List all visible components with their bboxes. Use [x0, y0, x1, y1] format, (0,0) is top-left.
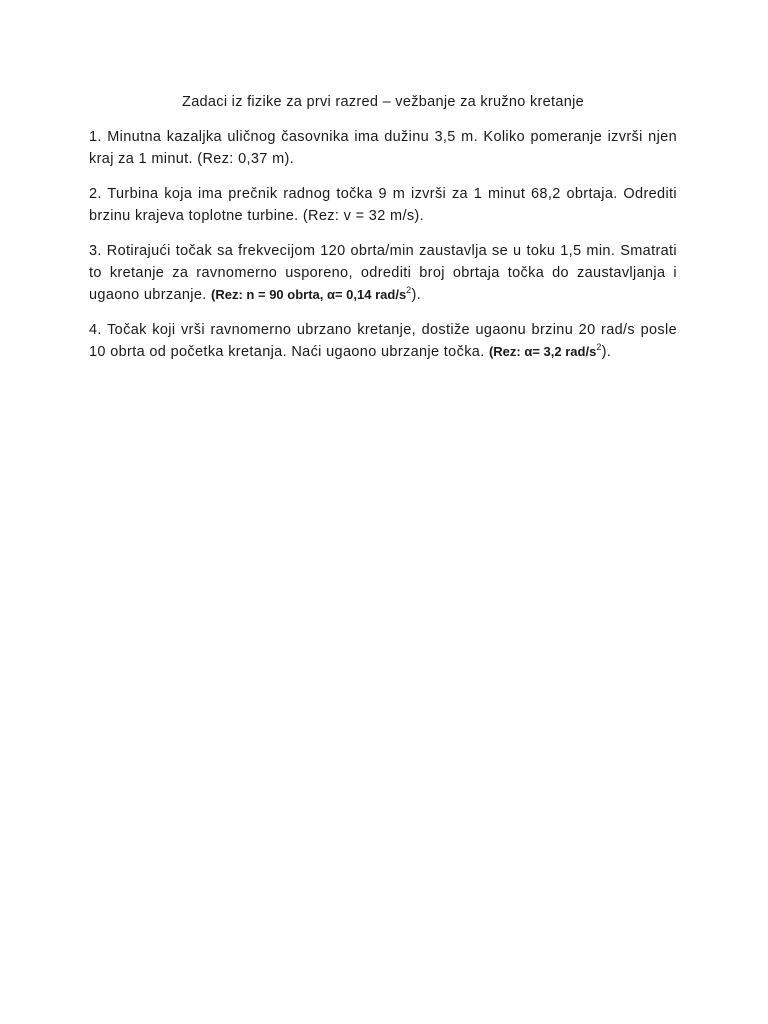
problem-2: 2. Turbina koja ima prečnik radnog točka 9 m izvrši za 1 minut 68,2 obrtaja. Odrediti brzinu krajeva toplotne turbine. (Rez: v = 32 m/s).: [89, 186, 677, 224]
problem-3-answer: (Rez: n = 90 obrta, α= 0,14 rad/s: [211, 287, 407, 302]
problem-1: 1. Minutna kazaljka uličnog časovnika ima dužinu 3,5 m. Koliko pomeranje izvrši njen kraj za 1 minut. (Rez: 0,37 m).: [89, 129, 677, 167]
problem-4-text: 4. Točak koji vrši ravnomerno ubrzano kretanje, dostiže ugaonu brzinu 20 rad/s posle 10 obrta od početka kretanja. Naći ugaono ubrzanje točka.: [89, 322, 677, 360]
problem-4-answer-end: ).: [601, 344, 612, 360]
problem-4: [89, 319, 677, 363]
document-title: Zadaci iz fizike za prvi razred – vežbanje za kružno kretanje: [182, 94, 584, 110]
problem-3: [89, 240, 677, 306]
problem-4-answer: (Rez: α= 3,2 rad/s: [488, 344, 597, 359]
document-content: [89, 92, 677, 376]
problem-4-answer-exponent: 2: [596, 342, 602, 353]
problem-3-answer-end: ).: [411, 287, 422, 303]
problem-3-text: 3. Rotirajući točak sa frekvecijom 120 obrta/min zaustavlja se u toku 1,5 min. Smatrati to kretanje za ravnomerno usporeno, odrediti broj obrtaja točka do zaustavljanja i ugaono ubrzanje.: [89, 243, 677, 303]
problem-3-answer-exponent: 2: [406, 285, 412, 296]
